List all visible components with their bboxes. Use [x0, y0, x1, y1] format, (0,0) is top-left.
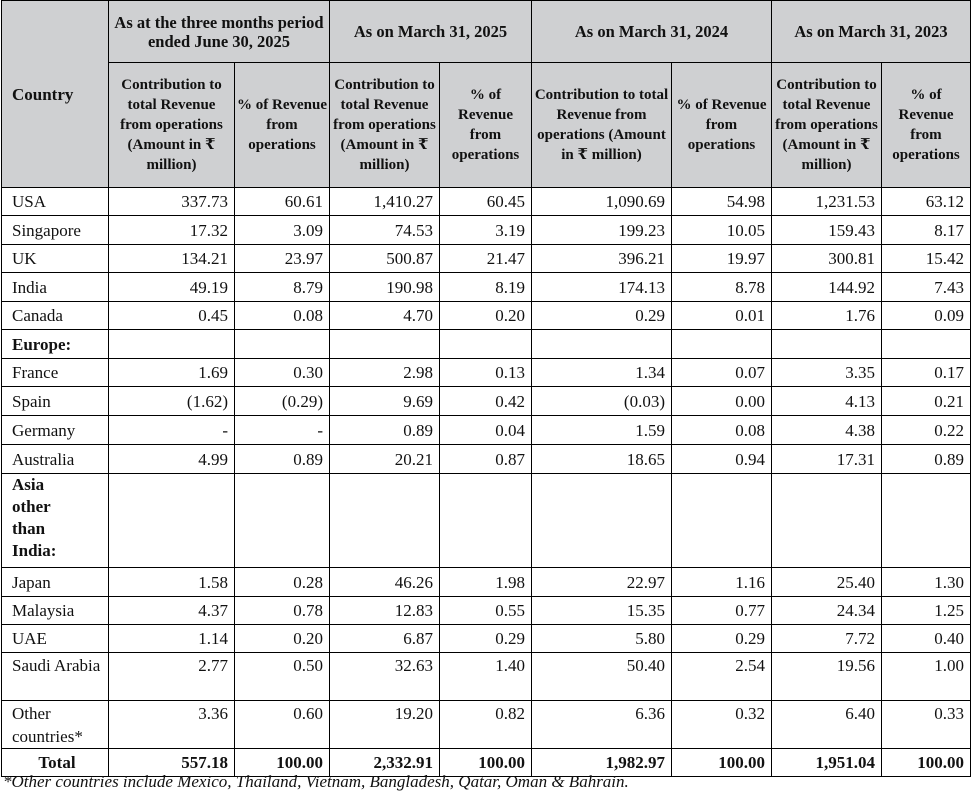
percent-cell [882, 330, 971, 359]
amount-cell [532, 330, 672, 359]
amount-cell: 17.32 [109, 216, 235, 245]
region-label: Asia other than India: [2, 474, 109, 568]
percent-cell: 8.17 [882, 216, 971, 245]
percent-cell: 0.20 [440, 302, 532, 330]
amount-cell: 6.40 [772, 701, 882, 749]
amount-cell: 5.80 [532, 625, 672, 653]
amount-cell [772, 330, 882, 359]
percent-cell: 2.54 [672, 653, 772, 701]
amount-cell: 15.35 [532, 597, 672, 625]
amount-cell: 4.37 [109, 597, 235, 625]
total-percent-cell: 100.00 [672, 749, 772, 777]
amount-cell: 17.31 [772, 445, 882, 474]
percent-cell: 0.21 [882, 387, 971, 416]
percent-cell [235, 474, 330, 568]
table-row [2, 416, 971, 445]
table-row [2, 359, 971, 387]
footnote: *Other countries include Mexico, Thailand, Vietnam, Bangladesh, Qatar, Oman & Bahrain. [3, 772, 629, 791]
amount-cell [532, 474, 672, 568]
amount-cell: (1.62) [109, 387, 235, 416]
amount-cell: 19.20 [330, 701, 440, 749]
percent-cell: 8.79 [235, 273, 330, 302]
percent-cell: 1.00 [882, 653, 971, 701]
region-header-row [2, 474, 971, 568]
amount-cell [109, 330, 235, 359]
total-amount-cell: 2,332.91 [330, 749, 440, 777]
percent-cell: 0.40 [882, 625, 971, 653]
country-name: India [2, 273, 109, 302]
percent-cell: 0.32 [672, 701, 772, 749]
country-name: France [2, 359, 109, 387]
percent-cell: 0.77 [672, 597, 772, 625]
contribution-header: Contribution to total Revenue from operations (Amount in ₹ million) [330, 63, 440, 188]
percent-cell: 0.50 [235, 653, 330, 701]
amount-cell: 159.43 [772, 216, 882, 245]
percent-cell: 1.98 [440, 568, 532, 597]
percent-cell: 0.33 [882, 701, 971, 749]
period-header: As on March 31, 2024 [532, 1, 772, 63]
amount-cell: 190.98 [330, 273, 440, 302]
amount-cell: 1.59 [532, 416, 672, 445]
percent-cell: 60.45 [440, 188, 532, 216]
amount-cell: 1.69 [109, 359, 235, 387]
amount-cell: 25.40 [772, 568, 882, 597]
amount-cell: 1.76 [772, 302, 882, 330]
amount-cell: 1,090.69 [532, 188, 672, 216]
percent-cell: 54.98 [672, 188, 772, 216]
amount-cell: 0.89 [330, 416, 440, 445]
percent-cell: 0.00 [672, 387, 772, 416]
amount-cell: 18.65 [532, 445, 672, 474]
percent-cell: 0.04 [440, 416, 532, 445]
total-percent-cell: 100.00 [882, 749, 971, 777]
percent-cell: 0.55 [440, 597, 532, 625]
percent-cell: 19.97 [672, 245, 772, 273]
amount-cell: 49.19 [109, 273, 235, 302]
table-row [2, 245, 971, 273]
amount-cell: 1,410.27 [330, 188, 440, 216]
percent-cell: 0.08 [235, 302, 330, 330]
percent-cell: 0.17 [882, 359, 971, 387]
percent-cell: 1.25 [882, 597, 971, 625]
region-header-row [2, 330, 971, 359]
country-name: UAE [2, 625, 109, 653]
total-amount-cell: 1,951.04 [772, 749, 882, 777]
amount-cell: 1.14 [109, 625, 235, 653]
region-label: Europe: [2, 330, 109, 359]
percent-cell [882, 474, 971, 568]
percent-cell: 0.60 [235, 701, 330, 749]
table-row [2, 188, 971, 216]
percent-cell: 0.89 [882, 445, 971, 474]
amount-cell [772, 474, 882, 568]
table-row [2, 597, 971, 625]
amount-cell: 4.70 [330, 302, 440, 330]
amount-cell: 1.58 [109, 568, 235, 597]
amount-cell: 144.92 [772, 273, 882, 302]
amount-cell: 19.56 [772, 653, 882, 701]
amount-cell: 337.73 [109, 188, 235, 216]
period-header: As at the three months period ended June 30, 2025 [109, 1, 330, 63]
table-row [2, 216, 971, 245]
amount-cell: 12.83 [330, 597, 440, 625]
amount-cell: 4.13 [772, 387, 882, 416]
amount-cell: 174.13 [532, 273, 672, 302]
percent-cell: 1.40 [440, 653, 532, 701]
amount-cell: 2.98 [330, 359, 440, 387]
amount-cell: - [109, 416, 235, 445]
country-name: USA [2, 188, 109, 216]
amount-cell: 1,231.53 [772, 188, 882, 216]
contribution-header: Contribution to total Revenue from operations (Amount in ₹ million) [109, 63, 235, 188]
percent-cell: 0.28 [235, 568, 330, 597]
amount-cell [330, 330, 440, 359]
percent-cell: 0.87 [440, 445, 532, 474]
revenue-by-country-table [1, 0, 971, 777]
table-body [2, 188, 971, 777]
table-row [2, 273, 971, 302]
period-header: As on March 31, 2023 [772, 1, 971, 63]
amount-cell: 6.87 [330, 625, 440, 653]
table-row [2, 302, 971, 330]
country-name: Singapore [2, 216, 109, 245]
country-name: UK [2, 245, 109, 273]
table-row [2, 445, 971, 474]
percent-cell: 0.08 [672, 416, 772, 445]
percent-cell: 0.78 [235, 597, 330, 625]
amount-cell: 32.63 [330, 653, 440, 701]
country-name: Spain [2, 387, 109, 416]
amount-cell: 9.69 [330, 387, 440, 416]
amount-cell: 6.36 [532, 701, 672, 749]
table-row [2, 387, 971, 416]
amount-cell: 396.21 [532, 245, 672, 273]
contribution-header: Contribution to total Revenue from operations (Amount in ₹ million) [532, 63, 672, 188]
percent-cell: 63.12 [882, 188, 971, 216]
percent-cell: 15.42 [882, 245, 971, 273]
percent-cell: 0.89 [235, 445, 330, 474]
percent-cell: 8.19 [440, 273, 532, 302]
percent-cell: 0.82 [440, 701, 532, 749]
percent-cell [235, 330, 330, 359]
country-name: Malaysia [2, 597, 109, 625]
amount-cell: 3.35 [772, 359, 882, 387]
amount-cell: 74.53 [330, 216, 440, 245]
amount-cell: 2.77 [109, 653, 235, 701]
percent-cell: 0.94 [672, 445, 772, 474]
percent-header: % of Revenue from operations [882, 63, 971, 188]
percent-cell: 1.16 [672, 568, 772, 597]
amount-cell: 7.72 [772, 625, 882, 653]
period-header: As on March 31, 2025 [330, 1, 532, 63]
percent-cell: 7.43 [882, 273, 971, 302]
total-percent-cell: 100.00 [235, 749, 330, 777]
amount-cell [109, 474, 235, 568]
percent-cell: 0.09 [882, 302, 971, 330]
table-row [2, 653, 971, 701]
country-name: Germany [2, 416, 109, 445]
percent-cell: (0.29) [235, 387, 330, 416]
amount-cell: 22.97 [532, 568, 672, 597]
country-name: Saudi Arabia [2, 653, 109, 701]
percent-cell: 1.30 [882, 568, 971, 597]
amount-cell: 24.34 [772, 597, 882, 625]
amount-cell: 500.87 [330, 245, 440, 273]
percent-cell: 0.01 [672, 302, 772, 330]
percent-cell: 0.13 [440, 359, 532, 387]
percent-cell: 8.78 [672, 273, 772, 302]
country-name: Australia [2, 445, 109, 474]
amount-cell: (0.03) [532, 387, 672, 416]
percent-cell [672, 474, 772, 568]
total-label: Total [2, 749, 109, 777]
percent-cell: 10.05 [672, 216, 772, 245]
amount-cell [330, 474, 440, 568]
percent-cell: 60.61 [235, 188, 330, 216]
percent-header: % of Revenue from operations [672, 63, 772, 188]
amount-cell: 50.40 [532, 653, 672, 701]
amount-cell: 4.99 [109, 445, 235, 474]
amount-cell: 300.81 [772, 245, 882, 273]
total-percent-cell: 100.00 [440, 749, 532, 777]
percent-cell [672, 330, 772, 359]
country-name: Japan [2, 568, 109, 597]
amount-cell: 20.21 [330, 445, 440, 474]
percent-cell: 23.97 [235, 245, 330, 273]
percent-header: % of Revenue from operations [440, 63, 532, 188]
percent-cell: 0.30 [235, 359, 330, 387]
percent-header: % of Revenue from operations [235, 63, 330, 188]
amount-cell: 1.34 [532, 359, 672, 387]
percent-cell: 0.22 [882, 416, 971, 445]
percent-cell [440, 330, 532, 359]
percent-cell [440, 474, 532, 568]
table-row [2, 625, 971, 653]
percent-cell: 0.29 [440, 625, 532, 653]
amount-cell: 3.36 [109, 701, 235, 749]
table-row [2, 568, 971, 597]
total-amount-cell: 557.18 [109, 749, 235, 777]
percent-cell: 0.29 [672, 625, 772, 653]
contribution-header: Contribution to total Revenue from operations (Amount in ₹ million) [772, 63, 882, 188]
country-header: Country [2, 1, 109, 188]
percent-cell: 3.09 [235, 216, 330, 245]
country-name: Other countries* [2, 701, 109, 749]
amount-cell: 199.23 [532, 216, 672, 245]
table-row [2, 701, 971, 749]
percent-cell: 21.47 [440, 245, 532, 273]
percent-cell: 3.19 [440, 216, 532, 245]
percent-cell: 0.20 [235, 625, 330, 653]
amount-cell: 0.45 [109, 302, 235, 330]
percent-cell: - [235, 416, 330, 445]
amount-cell: 134.21 [109, 245, 235, 273]
percent-cell: 0.07 [672, 359, 772, 387]
amount-cell: 46.26 [330, 568, 440, 597]
total-amount-cell: 1,982.97 [532, 749, 672, 777]
amount-cell: 0.29 [532, 302, 672, 330]
country-name: Canada [2, 302, 109, 330]
percent-cell: 0.42 [440, 387, 532, 416]
amount-cell: 4.38 [772, 416, 882, 445]
